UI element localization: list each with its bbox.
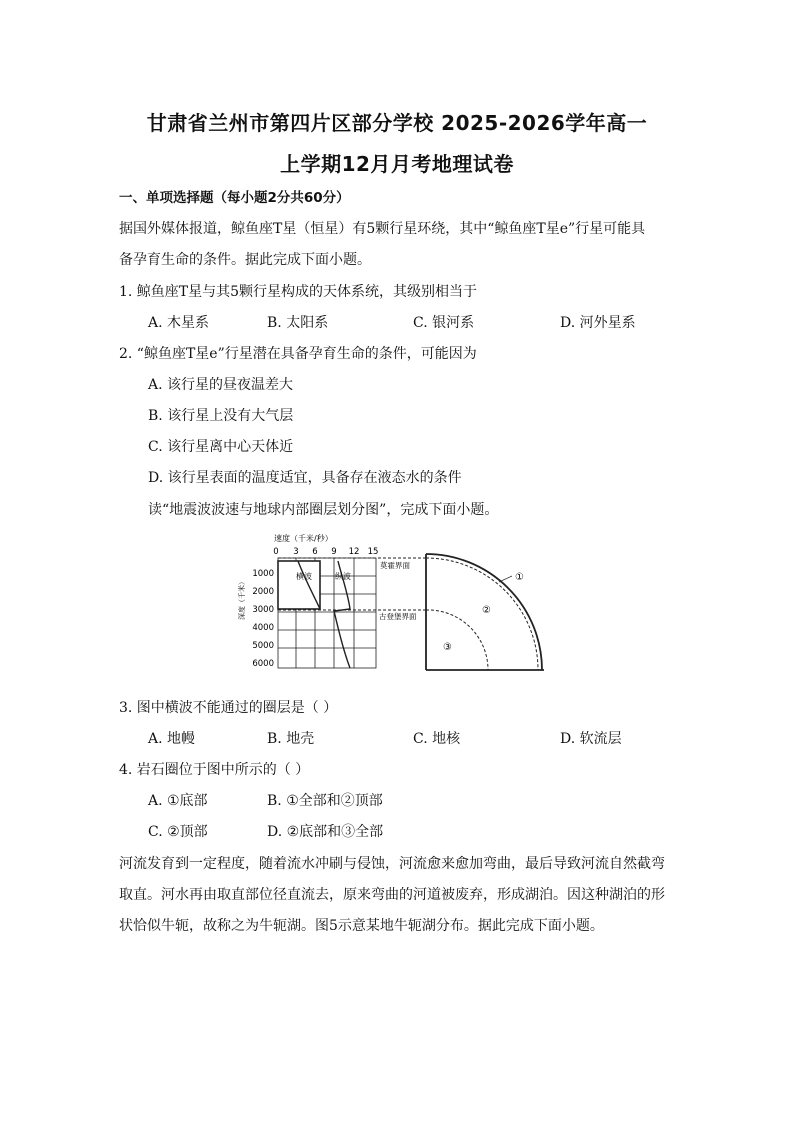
q3-option-b: B. 地壳 bbox=[267, 731, 315, 747]
q2-option-c: C. 该行星离中心天体近 bbox=[148, 439, 294, 455]
transverse-wave-label: 横波 bbox=[296, 572, 312, 581]
intro2-line1: 河流发育到一定程度，随着流水冲刷与侵蚀，河流愈来愈加弯曲，最后导致河流自然截弯 bbox=[119, 856, 665, 872]
q2-option-d: D. 该行星表面的温度适宜，具备存在液态水的条件 bbox=[148, 470, 462, 486]
paper-title-line2: 上学期12月月考地理试卷 bbox=[280, 152, 514, 176]
speed-tick: 0 bbox=[273, 547, 279, 557]
speed-axis-label: 速度（千米/秒） bbox=[274, 534, 333, 543]
gutenberg-label: 古登堡界面 bbox=[379, 612, 417, 621]
depth-tick: 2000 bbox=[252, 587, 274, 597]
q1-stem: 1. 鲸鱼座T星与其5颗行星构成的天体系统，其级别相当于 bbox=[119, 284, 478, 300]
speed-tick: 12 bbox=[348, 547, 360, 557]
depth-tick: 4000 bbox=[252, 623, 274, 633]
layer-1-label: ① bbox=[515, 572, 524, 583]
section-heading: 一、单项选择题（每小题2分共60分） bbox=[119, 190, 350, 206]
q2-option-b: B. 该行星上没有大气层 bbox=[148, 408, 294, 424]
q4-option-c: C. ②顶部 bbox=[148, 824, 208, 840]
q4-stem: 4. 岩石圈位于图中所示的（ ） bbox=[119, 762, 310, 778]
paper-title-line1: 甘肃省兰州市第四片区部分学校 2025-2026学年高一 bbox=[146, 111, 648, 135]
q3-option-a: A. 地幔 bbox=[148, 731, 196, 747]
figure-instruction: 读“地震波波速与地球内部圈层划分图”，完成下面小题。 bbox=[148, 502, 499, 518]
q3-option-c: C. 地核 bbox=[413, 731, 461, 747]
q1-option-d: D. 河外星系 bbox=[560, 315, 636, 331]
q3-stem: 3. 图中横波不能通过的圈层是（ ） bbox=[119, 700, 338, 716]
seismic-wave-figure bbox=[238, 532, 558, 682]
q1-option-b: B. 太阳系 bbox=[267, 315, 329, 331]
longitudinal-wave-label: 纵波 bbox=[335, 572, 351, 581]
depth-tick: 1000 bbox=[252, 569, 274, 579]
depth-tick: 6000 bbox=[252, 659, 274, 669]
speed-tick: 9 bbox=[331, 547, 337, 557]
q4-option-d: D. ②底部和③全部 bbox=[267, 824, 384, 840]
speed-tick: 6 bbox=[312, 547, 318, 557]
depth-tick: 3000 bbox=[252, 605, 274, 615]
depth-tick: 5000 bbox=[252, 641, 274, 651]
intro1-line2: 备孕育生命的条件。据此完成下面小题。 bbox=[119, 252, 371, 268]
q1-option-c: C. 银河系 bbox=[413, 315, 475, 331]
q4-option-a: A. ①底部 bbox=[148, 793, 208, 809]
q2-stem: 2. “鲸鱼座T星e”行星潜在具备孕育生命的条件，可能因为 bbox=[119, 346, 477, 362]
moho-label: 莫霍界面 bbox=[380, 561, 410, 570]
layer-2-label: ② bbox=[482, 605, 491, 616]
intro2-line2: 取直。河水再由取直部位径直流去，原来弯曲的河道被废弃，形成湖泊。因这种湖泊的形 bbox=[119, 887, 665, 903]
q1-option-a: A. 木星系 bbox=[148, 315, 210, 331]
intro1-line1: 据国外媒体报道，鲸鱼座T星（恒星）有5颗行星环绕，其中“鲸鱼座T星e”行星可能具 bbox=[119, 221, 646, 237]
intro2-line3: 状恰似牛轭，故称之为牛轭湖。图5示意某地牛轭湖分布。据此完成下面小题。 bbox=[119, 918, 604, 934]
speed-tick: 3 bbox=[293, 547, 299, 557]
q4-option-b: B. ①全部和②顶部 bbox=[267, 793, 383, 809]
layer-3-label: ③ bbox=[443, 642, 452, 653]
q2-option-a: A. 该行星的昼夜温差大 bbox=[148, 377, 294, 393]
transverse-wave-box bbox=[278, 561, 320, 609]
q3-option-d: D. 软流层 bbox=[560, 731, 622, 747]
depth-axis-label: 深度（千米） bbox=[238, 578, 246, 620]
speed-tick: 15 bbox=[367, 547, 379, 557]
